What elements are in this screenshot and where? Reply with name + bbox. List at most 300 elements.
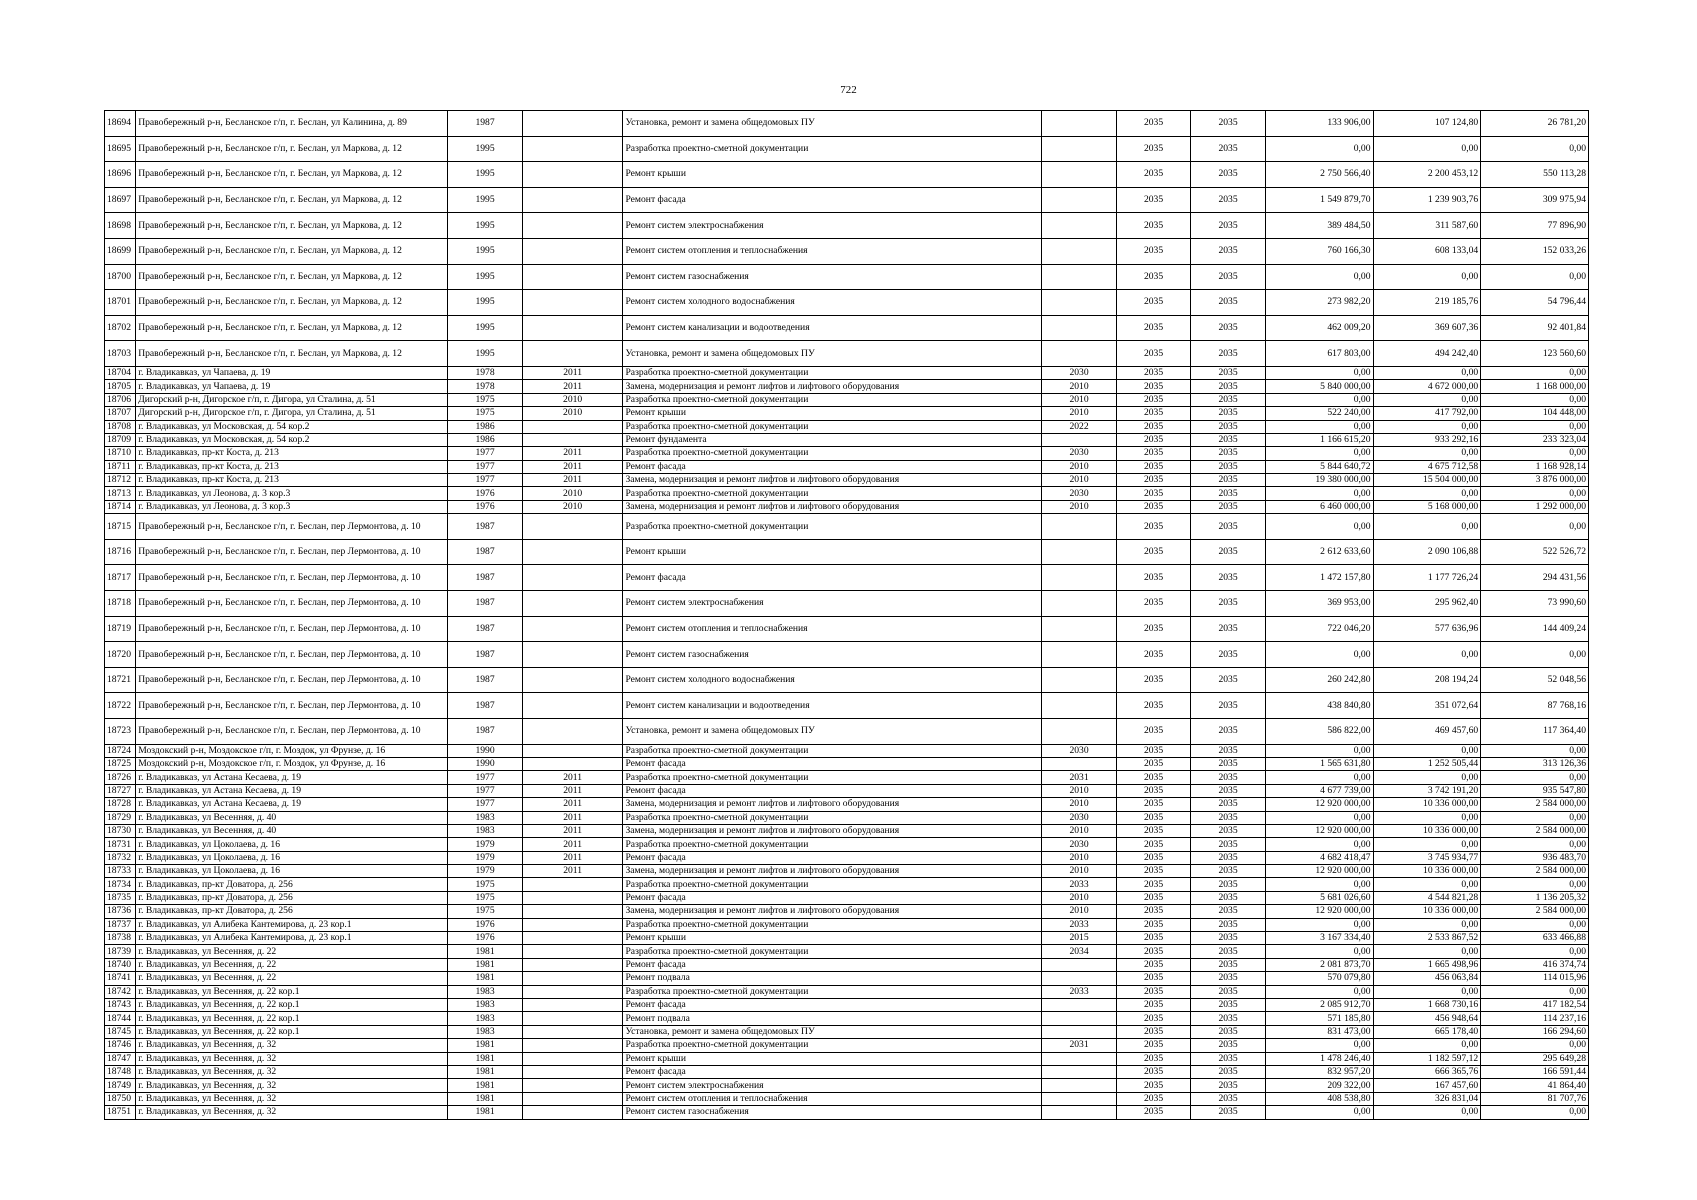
fund-cost-cell: 208 194,24 <box>1373 667 1481 693</box>
last-repair-year-cell <box>522 1052 623 1065</box>
planned-end-year-cell: 2035 <box>1191 111 1266 137</box>
planned-end-year-cell: 2035 <box>1191 891 1266 904</box>
last-repair-year-cell <box>522 213 623 239</box>
fund-cost-cell: 1 182 597,12 <box>1373 1052 1481 1065</box>
fund-cost-cell: 0,00 <box>1373 514 1481 540</box>
address-cell: Моздокский р-н, Моздокское г/п, г. Моздок, ул Фрунзе, д. 16 <box>136 757 448 770</box>
last-repair-year-cell: 2011 <box>522 865 623 878</box>
fund-cost-cell: 0,00 <box>1373 264 1481 290</box>
owner-cost-cell: 114 015,96 <box>1481 972 1589 985</box>
owner-cost-cell: 1 168 000,00 <box>1481 380 1589 393</box>
build-year-cell: 1990 <box>448 757 523 770</box>
planned-end-year-cell: 2035 <box>1191 187 1266 213</box>
address-cell: г. Владикавказ, пр-кт Доватора, д. 256 <box>136 905 448 918</box>
previous-work-year-cell: 2030 <box>1042 366 1117 379</box>
row-number-cell: 18725 <box>105 757 136 770</box>
previous-work-year-cell: 2010 <box>1042 500 1117 513</box>
row-number-cell: 18730 <box>105 824 136 837</box>
row-number-cell: 18728 <box>105 798 136 811</box>
table-row <box>105 539 1589 565</box>
work-type-cell: Ремонт фасада <box>623 851 1042 864</box>
row-number-cell: 18740 <box>105 958 136 971</box>
last-repair-year-cell <box>522 290 623 316</box>
build-year-cell: 1995 <box>448 213 523 239</box>
previous-work-year-cell: 2030 <box>1042 838 1117 851</box>
row-number-cell: 18744 <box>105 1012 136 1025</box>
table-row <box>105 111 1589 137</box>
last-repair-year-cell <box>522 1092 623 1105</box>
previous-work-year-cell <box>1042 290 1117 316</box>
fund-cost-cell: 456 948,64 <box>1373 1012 1481 1025</box>
row-number-cell: 18724 <box>105 744 136 757</box>
previous-work-year-cell: 2030 <box>1042 744 1117 757</box>
planned-end-year-cell: 2035 <box>1191 315 1266 341</box>
last-repair-year-cell <box>522 642 623 668</box>
work-type-cell: Ремонт фасада <box>623 784 1042 797</box>
last-repair-year-cell <box>522 187 623 213</box>
work-type-cell: Установка, ремонт и замена общедомовых ПУ <box>623 111 1042 137</box>
fund-cost-cell: 0,00 <box>1373 366 1481 379</box>
planned-start-year-cell: 2035 <box>1116 1025 1191 1038</box>
fund-cost-cell: 0,00 <box>1373 393 1481 406</box>
fund-cost-cell: 665 178,40 <box>1373 1025 1481 1038</box>
planned-start-year-cell: 2035 <box>1116 162 1191 188</box>
last-repair-year-cell: 2011 <box>522 838 623 851</box>
work-type-cell: Ремонт систем канализации и водоотведения <box>623 693 1042 719</box>
planned-end-year-cell: 2035 <box>1191 958 1266 971</box>
build-year-cell: 1978 <box>448 366 523 379</box>
last-repair-year-cell <box>522 1012 623 1025</box>
total-cost-cell: 3 167 334,40 <box>1265 932 1373 945</box>
planned-end-year-cell: 2035 <box>1191 591 1266 617</box>
owner-cost-cell: 313 126,36 <box>1481 757 1589 770</box>
build-year-cell: 1981 <box>448 1079 523 1092</box>
total-cost-cell: 0,00 <box>1265 838 1373 851</box>
planned-start-year-cell: 2035 <box>1116 851 1191 864</box>
build-year-cell: 1979 <box>448 865 523 878</box>
total-cost-cell: 273 982,20 <box>1265 290 1373 316</box>
address-cell: Правобережный р-н, Бесланское г/п, г. Беслан, ул Маркова, д. 12 <box>136 213 448 239</box>
total-cost-cell: 6 460 000,00 <box>1265 500 1373 513</box>
table-row <box>105 985 1589 998</box>
table-row <box>105 838 1589 851</box>
address-cell: Правобережный р-н, Бесланское г/п, г. Беслан, ул Маркова, д. 12 <box>136 238 448 264</box>
row-number-cell: 18713 <box>105 487 136 500</box>
work-type-cell: Разработка проектно-сметной документации <box>623 771 1042 784</box>
row-number-cell: 18738 <box>105 932 136 945</box>
address-cell: г. Владикавказ, ул Весенняя, д. 32 <box>136 1106 448 1119</box>
planned-end-year-cell: 2035 <box>1191 667 1266 693</box>
table-row <box>105 447 1589 460</box>
planned-start-year-cell: 2035 <box>1116 918 1191 931</box>
last-repair-year-cell <box>522 918 623 931</box>
row-number-cell: 18705 <box>105 380 136 393</box>
planned-start-year-cell: 2035 <box>1116 642 1191 668</box>
build-year-cell: 1981 <box>448 1052 523 1065</box>
address-cell: г. Владикавказ, ул Весенняя, д. 40 <box>136 811 448 824</box>
build-year-cell: 1987 <box>448 642 523 668</box>
planned-end-year-cell: 2035 <box>1191 213 1266 239</box>
last-repair-year-cell <box>522 264 623 290</box>
previous-work-year-cell <box>1042 315 1117 341</box>
total-cost-cell: 2 750 566,40 <box>1265 162 1373 188</box>
owner-cost-cell: 0,00 <box>1481 771 1589 784</box>
owner-cost-cell: 123 560,60 <box>1481 341 1589 367</box>
planned-end-year-cell: 2035 <box>1191 838 1266 851</box>
row-number-cell: 18722 <box>105 693 136 719</box>
planned-end-year-cell: 2035 <box>1191 341 1266 367</box>
last-repair-year-cell <box>522 972 623 985</box>
build-year-cell: 1990 <box>448 744 523 757</box>
fund-cost-cell: 1 177 726,24 <box>1373 565 1481 591</box>
last-repair-year-cell: 2011 <box>522 851 623 864</box>
work-type-cell: Ремонт фасада <box>623 958 1042 971</box>
planned-start-year-cell: 2035 <box>1116 891 1191 904</box>
build-year-cell: 1981 <box>448 945 523 958</box>
total-cost-cell: 0,00 <box>1265 366 1373 379</box>
fund-cost-cell: 666 365,76 <box>1373 1065 1481 1078</box>
address-cell: г. Владикавказ, пр-кт Коста, д. 213 <box>136 447 448 460</box>
fund-cost-cell: 0,00 <box>1373 878 1481 891</box>
work-type-cell: Ремонт подвала <box>623 1012 1042 1025</box>
build-year-cell: 1977 <box>448 460 523 473</box>
last-repair-year-cell <box>522 945 623 958</box>
address-cell: г. Владикавказ, ул Весенняя, д. 32 <box>136 1052 448 1065</box>
row-number-cell: 18721 <box>105 667 136 693</box>
fund-cost-cell: 10 336 000,00 <box>1373 798 1481 811</box>
planned-end-year-cell: 2035 <box>1191 693 1266 719</box>
previous-work-year-cell <box>1042 757 1117 770</box>
total-cost-cell: 0,00 <box>1265 393 1373 406</box>
planned-end-year-cell: 2035 <box>1191 420 1266 433</box>
table-row <box>105 341 1589 367</box>
owner-cost-cell: 0,00 <box>1481 918 1589 931</box>
planned-start-year-cell: 2035 <box>1116 757 1191 770</box>
table-row <box>105 1025 1589 1038</box>
address-cell: г. Владикавказ, пр-кт Доватора, д. 256 <box>136 878 448 891</box>
last-repair-year-cell: 2010 <box>522 393 623 406</box>
owner-cost-cell: 0,00 <box>1481 945 1589 958</box>
build-year-cell: 1983 <box>448 985 523 998</box>
planned-end-year-cell: 2035 <box>1191 1039 1266 1052</box>
owner-cost-cell: 0,00 <box>1481 838 1589 851</box>
owner-cost-cell: 26 781,20 <box>1481 111 1589 137</box>
row-number-cell: 18746 <box>105 1039 136 1052</box>
owner-cost-cell: 144 409,24 <box>1481 616 1589 642</box>
planned-start-year-cell: 2035 <box>1116 972 1191 985</box>
planned-end-year-cell: 2035 <box>1191 642 1266 668</box>
last-repair-year-cell <box>522 1079 623 1092</box>
address-cell: г. Владикавказ, ул Алибека Кантемирова, д. 23 кор.1 <box>136 932 448 945</box>
total-cost-cell: 5 840 000,00 <box>1265 380 1373 393</box>
fund-cost-cell: 369 607,36 <box>1373 315 1481 341</box>
planned-start-year-cell: 2035 <box>1116 838 1191 851</box>
owner-cost-cell: 92 401,84 <box>1481 315 1589 341</box>
address-cell: г. Владикавказ, ул Весенняя, д. 32 <box>136 1092 448 1105</box>
work-type-cell: Замена, модернизация и ремонт лифтов и лифтового оборудования <box>623 500 1042 513</box>
work-type-cell: Ремонт систем газоснабжения <box>623 264 1042 290</box>
address-cell: Правобережный р-н, Бесланское г/п, г. Беслан, пер Лермонтова, д. 10 <box>136 539 448 565</box>
planned-start-year-cell: 2035 <box>1116 667 1191 693</box>
work-type-cell: Ремонт систем газоснабжения <box>623 1106 1042 1119</box>
table-row <box>105 407 1589 420</box>
planned-end-year-cell: 2035 <box>1191 433 1266 446</box>
planned-start-year-cell: 2035 <box>1116 616 1191 642</box>
fund-cost-cell: 4 544 821,28 <box>1373 891 1481 904</box>
address-cell: Правобережный р-н, Бесланское г/п, г. Беслан, пер Лермонтова, д. 10 <box>136 693 448 719</box>
table-row <box>105 824 1589 837</box>
build-year-cell: 1987 <box>448 539 523 565</box>
planned-end-year-cell: 2035 <box>1191 380 1266 393</box>
address-cell: г. Владикавказ, ул Леонова, д. 3 кор.3 <box>136 500 448 513</box>
total-cost-cell: 462 009,20 <box>1265 315 1373 341</box>
row-number-cell: 18742 <box>105 985 136 998</box>
previous-work-year-cell <box>1042 999 1117 1012</box>
planned-end-year-cell: 2035 <box>1191 865 1266 878</box>
planned-end-year-cell: 2035 <box>1191 999 1266 1012</box>
work-type-cell: Установка, ремонт и замена общедомовых ПУ <box>623 341 1042 367</box>
row-number-cell: 18697 <box>105 187 136 213</box>
previous-work-year-cell: 2030 <box>1042 447 1117 460</box>
address-cell: г. Владикавказ, ул Весенняя, д. 22 <box>136 945 448 958</box>
owner-cost-cell: 633 466,88 <box>1481 932 1589 945</box>
work-type-cell: Замена, модернизация и ремонт лифтов и лифтового оборудования <box>623 380 1042 393</box>
table-row <box>105 1039 1589 1052</box>
fund-cost-cell: 0,00 <box>1373 642 1481 668</box>
previous-work-year-cell: 2010 <box>1042 851 1117 864</box>
planned-start-year-cell: 2035 <box>1116 187 1191 213</box>
address-cell: Правобережный р-н, Бесланское г/п, г. Беслан, ул Маркова, д. 12 <box>136 264 448 290</box>
row-number-cell: 18718 <box>105 591 136 617</box>
fund-cost-cell: 456 063,84 <box>1373 972 1481 985</box>
planned-end-year-cell: 2035 <box>1191 1106 1266 1119</box>
last-repair-year-cell <box>522 591 623 617</box>
planned-end-year-cell: 2035 <box>1191 798 1266 811</box>
fund-cost-cell: 577 636,96 <box>1373 616 1481 642</box>
total-cost-cell: 1 166 615,20 <box>1265 433 1373 446</box>
planned-start-year-cell: 2035 <box>1116 865 1191 878</box>
previous-work-year-cell <box>1042 162 1117 188</box>
address-cell: г. Владикавказ, ул Московская, д. 54 кор.2 <box>136 433 448 446</box>
table-row <box>105 565 1589 591</box>
build-year-cell: 1977 <box>448 474 523 487</box>
previous-work-year-cell <box>1042 565 1117 591</box>
planned-start-year-cell: 2035 <box>1116 433 1191 446</box>
address-cell: г. Владикавказ, ул Астана Кесаева, д. 19 <box>136 771 448 784</box>
total-cost-cell: 5 681 026,60 <box>1265 891 1373 904</box>
table-row <box>105 238 1589 264</box>
total-cost-cell: 19 380 000,00 <box>1265 474 1373 487</box>
total-cost-cell: 0,00 <box>1265 420 1373 433</box>
table-row <box>105 999 1589 1012</box>
work-type-cell: Замена, модернизация и ремонт лифтов и лифтового оборудования <box>623 798 1042 811</box>
work-type-cell: Разработка проектно-сметной документации <box>623 878 1042 891</box>
previous-work-year-cell: 2010 <box>1042 824 1117 837</box>
table-row <box>105 514 1589 540</box>
owner-cost-cell: 152 033,26 <box>1481 238 1589 264</box>
planned-end-year-cell: 2035 <box>1191 460 1266 473</box>
address-cell: г. Владикавказ, ул Чапаева, д. 19 <box>136 380 448 393</box>
address-cell: Правобережный р-н, Бесланское г/п, г. Беслан, пер Лермонтова, д. 10 <box>136 591 448 617</box>
total-cost-cell: 369 953,00 <box>1265 591 1373 617</box>
total-cost-cell: 0,00 <box>1265 487 1373 500</box>
owner-cost-cell: 0,00 <box>1481 420 1589 433</box>
build-year-cell: 1975 <box>448 905 523 918</box>
address-cell: Правобережный р-н, Бесланское г/п, г. Беслан, ул Маркова, д. 12 <box>136 136 448 162</box>
fund-cost-cell: 0,00 <box>1373 811 1481 824</box>
last-repair-year-cell <box>522 878 623 891</box>
build-year-cell: 1986 <box>448 420 523 433</box>
fund-cost-cell: 10 336 000,00 <box>1373 905 1481 918</box>
planned-start-year-cell: 2035 <box>1116 784 1191 797</box>
owner-cost-cell: 550 113,28 <box>1481 162 1589 188</box>
previous-work-year-cell <box>1042 958 1117 971</box>
work-type-cell: Ремонт систем электроснабжения <box>623 591 1042 617</box>
planned-start-year-cell: 2035 <box>1116 514 1191 540</box>
work-type-cell: Разработка проектно-сметной документации <box>623 366 1042 379</box>
total-cost-cell: 389 484,50 <box>1265 213 1373 239</box>
address-cell: Правобережный р-н, Бесланское г/п, г. Беслан, ул Маркова, д. 12 <box>136 162 448 188</box>
owner-cost-cell: 0,00 <box>1481 1039 1589 1052</box>
previous-work-year-cell: 2030 <box>1042 487 1117 500</box>
row-number-cell: 18695 <box>105 136 136 162</box>
table-row <box>105 784 1589 797</box>
work-type-cell: Разработка проектно-сметной документации <box>623 1039 1042 1052</box>
owner-cost-cell: 233 323,04 <box>1481 433 1589 446</box>
planned-start-year-cell: 2035 <box>1116 420 1191 433</box>
previous-work-year-cell: 2031 <box>1042 1039 1117 1052</box>
owner-cost-cell: 936 483,70 <box>1481 851 1589 864</box>
previous-work-year-cell <box>1042 616 1117 642</box>
table-row <box>105 905 1589 918</box>
work-type-cell: Ремонт фасада <box>623 999 1042 1012</box>
table-row <box>105 616 1589 642</box>
build-year-cell: 1977 <box>448 798 523 811</box>
planned-start-year-cell: 2035 <box>1116 407 1191 420</box>
last-repair-year-cell <box>522 744 623 757</box>
last-repair-year-cell: 2011 <box>522 811 623 824</box>
owner-cost-cell: 309 975,94 <box>1481 187 1589 213</box>
planned-end-year-cell: 2035 <box>1191 784 1266 797</box>
row-number-cell: 18715 <box>105 514 136 540</box>
table-row <box>105 945 1589 958</box>
build-year-cell: 1983 <box>448 824 523 837</box>
work-type-cell: Ремонт фасада <box>623 187 1042 213</box>
row-number-cell: 18750 <box>105 1092 136 1105</box>
owner-cost-cell: 166 294,60 <box>1481 1025 1589 1038</box>
work-type-cell: Разработка проектно-сметной документации <box>623 918 1042 931</box>
table-row <box>105 1079 1589 1092</box>
row-number-cell: 18734 <box>105 878 136 891</box>
table-row <box>105 380 1589 393</box>
owner-cost-cell: 0,00 <box>1481 985 1589 998</box>
address-cell: Правобережный р-н, Бесланское г/п, г. Беслан, ул Калинина, д. 89 <box>136 111 448 137</box>
total-cost-cell: 4 677 739,00 <box>1265 784 1373 797</box>
work-type-cell: Ремонт фасада <box>623 460 1042 473</box>
total-cost-cell: 0,00 <box>1265 945 1373 958</box>
last-repair-year-cell: 2010 <box>522 500 623 513</box>
total-cost-cell: 0,00 <box>1265 744 1373 757</box>
table-row <box>105 187 1589 213</box>
fund-cost-cell: 0,00 <box>1373 420 1481 433</box>
owner-cost-cell: 2 584 000,00 <box>1481 798 1589 811</box>
total-cost-cell: 438 840,80 <box>1265 693 1373 719</box>
previous-work-year-cell: 2030 <box>1042 811 1117 824</box>
owner-cost-cell: 0,00 <box>1481 447 1589 460</box>
previous-work-year-cell: 2010 <box>1042 905 1117 918</box>
table-row <box>105 693 1589 719</box>
table-row <box>105 393 1589 406</box>
last-repair-year-cell: 2010 <box>522 407 623 420</box>
row-number-cell: 18735 <box>105 891 136 904</box>
previous-work-year-cell <box>1042 972 1117 985</box>
previous-work-year-cell: 2033 <box>1042 985 1117 998</box>
fund-cost-cell: 0,00 <box>1373 985 1481 998</box>
owner-cost-cell: 0,00 <box>1481 487 1589 500</box>
total-cost-cell: 760 166,30 <box>1265 238 1373 264</box>
fund-cost-cell: 311 587,60 <box>1373 213 1481 239</box>
fund-cost-cell: 1 665 498,96 <box>1373 958 1481 971</box>
planned-end-year-cell: 2035 <box>1191 757 1266 770</box>
owner-cost-cell: 104 448,00 <box>1481 407 1589 420</box>
work-type-cell: Ремонт фасада <box>623 891 1042 904</box>
last-repair-year-cell <box>522 905 623 918</box>
last-repair-year-cell <box>522 958 623 971</box>
previous-work-year-cell <box>1042 514 1117 540</box>
address-cell: г. Владикавказ, ул Цоколаева, д. 16 <box>136 851 448 864</box>
planned-start-year-cell: 2035 <box>1116 1106 1191 1119</box>
build-year-cell: 1979 <box>448 838 523 851</box>
owner-cost-cell: 0,00 <box>1481 1106 1589 1119</box>
planned-start-year-cell: 2035 <box>1116 565 1191 591</box>
work-type-cell: Разработка проектно-сметной документации <box>623 811 1042 824</box>
work-type-cell: Ремонт систем электроснабжения <box>623 1079 1042 1092</box>
planned-start-year-cell: 2035 <box>1116 111 1191 137</box>
address-cell: г. Владикавказ, пр-кт Доватора, д. 256 <box>136 891 448 904</box>
total-cost-cell: 571 185,80 <box>1265 1012 1373 1025</box>
last-repair-year-cell <box>522 1065 623 1078</box>
table-row <box>105 433 1589 446</box>
address-cell: Правобережный р-н, Бесланское г/п, г. Беслан, ул Маркова, д. 12 <box>136 341 448 367</box>
owner-cost-cell: 3 876 000,00 <box>1481 474 1589 487</box>
planned-end-year-cell: 2035 <box>1191 824 1266 837</box>
owner-cost-cell: 294 431,56 <box>1481 565 1589 591</box>
table-row <box>105 798 1589 811</box>
previous-work-year-cell: 2034 <box>1042 945 1117 958</box>
work-type-cell: Замена, модернизация и ремонт лифтов и лифтового оборудования <box>623 905 1042 918</box>
last-repair-year-cell <box>522 616 623 642</box>
table-row <box>105 420 1589 433</box>
planned-start-year-cell: 2035 <box>1116 380 1191 393</box>
build-year-cell: 1995 <box>448 290 523 316</box>
address-cell: Правобережный р-н, Бесланское г/п, г. Беслан, пер Лермонтова, д. 10 <box>136 514 448 540</box>
address-cell: г. Владикавказ, пр-кт Коста, д. 213 <box>136 460 448 473</box>
build-year-cell: 1977 <box>448 784 523 797</box>
fund-cost-cell: 2 533 867,52 <box>1373 932 1481 945</box>
address-cell: г. Владикавказ, ул Весенняя, д. 32 <box>136 1039 448 1052</box>
last-repair-year-cell <box>522 985 623 998</box>
build-year-cell: 1976 <box>448 932 523 945</box>
build-year-cell: 1987 <box>448 616 523 642</box>
total-cost-cell: 2 612 633,60 <box>1265 539 1373 565</box>
address-cell: г. Владикавказ, ул Московская, д. 54 кор.2 <box>136 420 448 433</box>
total-cost-cell: 0,00 <box>1265 1106 1373 1119</box>
fund-cost-cell: 608 133,04 <box>1373 238 1481 264</box>
row-number-cell: 18707 <box>105 407 136 420</box>
owner-cost-cell: 1 136 205,32 <box>1481 891 1589 904</box>
fund-cost-cell: 0,00 <box>1373 918 1481 931</box>
fund-cost-cell: 469 457,60 <box>1373 718 1481 744</box>
